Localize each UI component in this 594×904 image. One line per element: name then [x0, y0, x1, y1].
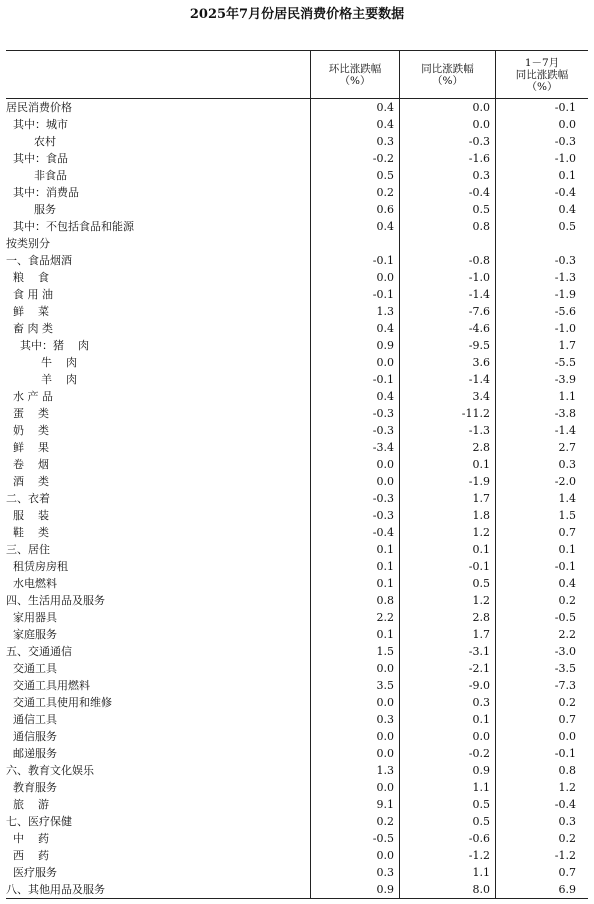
row-ytd-value: -0.1 — [554, 101, 576, 114]
header-yoy-label: 同比涨跌幅 — [421, 62, 474, 75]
row-ytd-value: 0.5 — [558, 220, 576, 233]
row-mom-value: 0.2 — [311, 184, 400, 201]
row-mom-value: -3.4 — [311, 439, 400, 456]
row-yoy-value: 0.0 — [400, 728, 496, 745]
table-row — [6, 847, 588, 864]
table-row — [6, 609, 588, 626]
row-yoy-value: -1.3 — [400, 422, 496, 439]
table-row — [6, 388, 588, 405]
row-yoy-value: 1.7 — [400, 626, 496, 643]
row-mom-value: 1.5 — [311, 643, 400, 660]
row-yoy-value: 1.1 — [400, 779, 496, 796]
table-header — [6, 51, 588, 99]
row-yoy-value: 0.0 — [400, 99, 496, 116]
row-label: 六、教育文化娱乐 — [6, 762, 311, 779]
row-ytd-value: 1.7 — [558, 339, 576, 352]
row-label: 租赁房房租 — [6, 558, 311, 575]
row-ytd-value: 1.4 — [558, 492, 576, 505]
row-label: 水 产 品 — [6, 388, 311, 405]
row-mom-value — [311, 235, 400, 252]
row-label: 服务 — [6, 201, 311, 218]
row-ytd-value: 0.7 — [558, 526, 576, 539]
row-yoy-value: -1.2 — [400, 847, 496, 864]
table-row — [6, 626, 588, 643]
row-mom-value: 0.0 — [311, 354, 400, 371]
row-yoy-value: -4.6 — [400, 320, 496, 337]
table-row — [6, 218, 588, 235]
table-row — [6, 745, 588, 762]
row-mom-value: -0.3 — [311, 422, 400, 439]
row-mom-value: 0.0 — [311, 269, 400, 286]
row-mom-value: 1.3 — [311, 303, 400, 320]
header-mom-label: 环比涨跌幅 — [328, 62, 382, 75]
row-label: 医疗服务 — [6, 864, 311, 881]
row-ytd-value: 0.3 — [558, 458, 576, 471]
row-ytd-value: -1.2 — [554, 849, 576, 862]
row-ytd-value: 0.4 — [558, 577, 576, 590]
row-yoy-value: 0.5 — [400, 575, 496, 592]
row-yoy-value: -1.6 — [400, 150, 496, 167]
row-yoy-value: 1.2 — [400, 592, 496, 609]
table-row — [6, 116, 588, 133]
row-yoy-value: -1.4 — [400, 286, 496, 303]
row-ytd-value — [496, 235, 588, 252]
row-label: 通信服务 — [6, 728, 311, 745]
row-label: 农村 — [6, 133, 311, 150]
row-yoy-value: 2.8 — [400, 439, 496, 456]
row-ytd-value: -0.5 — [554, 611, 576, 624]
row-ytd-value: 0.2 — [558, 832, 576, 845]
row-mom-value: 0.0 — [311, 847, 400, 864]
row-label: 其中：不包括食品和能源 — [6, 218, 311, 235]
row-mom-value: -0.2 — [311, 150, 400, 167]
table-row — [6, 728, 588, 745]
row-yoy-value: 3.4 — [400, 388, 496, 405]
row-label: 羊 肉 — [6, 371, 311, 388]
table-row — [6, 371, 588, 388]
row-label: 其中：猪 肉 — [6, 337, 311, 354]
table-row — [6, 456, 588, 473]
row-mom-value: 0.0 — [311, 745, 400, 762]
row-mom-value: 0.1 — [311, 541, 400, 558]
row-label: 其中：食品 — [6, 150, 311, 167]
row-ytd-value: 0.1 — [558, 169, 576, 182]
table-row — [6, 473, 588, 490]
row-mom-value: 1.3 — [311, 762, 400, 779]
row-ytd-value: -0.1 — [554, 747, 576, 760]
header-ytd-label: 同比涨跌幅 — [515, 68, 569, 81]
row-yoy-value: -0.6 — [400, 830, 496, 847]
row-label: 交通工具用燃料 — [6, 677, 311, 694]
row-yoy-value: 1.8 — [400, 507, 496, 524]
row-yoy-value: 0.5 — [400, 813, 496, 830]
table-row — [6, 150, 588, 167]
header-mom-unit: （%） — [339, 74, 371, 87]
table-row — [6, 303, 588, 320]
table-row — [6, 677, 588, 694]
header-ytd — [496, 51, 588, 98]
row-mom-value: -0.3 — [311, 405, 400, 422]
table-row — [6, 711, 588, 728]
row-ytd-value: -7.3 — [554, 679, 576, 692]
row-yoy-value: 0.1 — [400, 541, 496, 558]
row-yoy-value: -11.2 — [400, 405, 496, 422]
header-yoy-unit: （%） — [432, 74, 463, 87]
table-row — [6, 184, 588, 201]
table-row — [6, 235, 588, 252]
row-yoy-value: 2.8 — [400, 609, 496, 626]
header-mom — [311, 51, 400, 98]
header-ytd-period: 1－7月 — [524, 56, 560, 69]
row-mom-value: -0.5 — [311, 830, 400, 847]
row-yoy-value: -0.8 — [400, 252, 496, 269]
table-row — [6, 422, 588, 439]
table-row — [6, 575, 588, 592]
row-ytd-value: -0.4 — [554, 186, 576, 199]
row-yoy-value: -1.4 — [400, 371, 496, 388]
row-yoy-value: 0.3 — [400, 167, 496, 184]
row-mom-value: 0.0 — [311, 728, 400, 745]
row-label: 七、医疗保健 — [6, 813, 311, 830]
row-ytd-value: -2.0 — [554, 475, 576, 488]
row-mom-value: 0.4 — [311, 320, 400, 337]
row-label: 一、食品烟酒 — [6, 252, 311, 269]
row-mom-value: 0.1 — [311, 558, 400, 575]
row-ytd-value: -5.6 — [554, 305, 576, 318]
row-mom-value: 0.5 — [311, 167, 400, 184]
page-title: 2025年7月份居民消费价格主要数据 — [189, 7, 405, 22]
row-yoy-value: 8.0 — [400, 881, 496, 898]
row-ytd-value: 2.2 — [558, 628, 576, 641]
row-mom-value: -0.1 — [311, 252, 400, 269]
row-yoy-value: -0.1 — [400, 558, 496, 575]
row-ytd-value: 1.2 — [558, 781, 576, 794]
row-ytd-value: 0.2 — [558, 696, 576, 709]
row-ytd-value: -1.9 — [554, 288, 576, 301]
row-ytd-value: -1.0 — [554, 152, 576, 165]
row-yoy-value: -3.1 — [400, 643, 496, 660]
table-row — [6, 643, 588, 660]
table-row — [6, 881, 588, 898]
row-yoy-value: 1.1 — [400, 864, 496, 881]
row-ytd-value: -0.3 — [554, 135, 576, 148]
row-yoy-value: -9.5 — [400, 337, 496, 354]
table-row — [6, 439, 588, 456]
row-label: 蛋 类 — [6, 405, 311, 422]
row-mom-value: 0.3 — [311, 133, 400, 150]
row-ytd-value: 0.4 — [558, 203, 576, 216]
row-mom-value: 0.0 — [311, 473, 400, 490]
row-yoy-value: 0.1 — [400, 711, 496, 728]
table-row — [6, 541, 588, 558]
row-yoy-value: 1.2 — [400, 524, 496, 541]
table-row — [6, 830, 588, 847]
table-row — [6, 269, 588, 286]
row-mom-value: 0.3 — [311, 711, 400, 728]
row-mom-value: 0.0 — [311, 694, 400, 711]
row-label: 旅 游 — [6, 796, 311, 813]
row-label: 居民消费价格 — [6, 99, 311, 116]
row-label: 交通工具使用和维修 — [6, 694, 311, 711]
row-mom-value: 9.1 — [311, 796, 400, 813]
row-label: 邮递服务 — [6, 745, 311, 762]
row-label: 西 药 — [6, 847, 311, 864]
row-ytd-value: -5.5 — [554, 356, 576, 369]
row-label: 畜 肉 类 — [6, 320, 311, 337]
row-yoy-value: 0.9 — [400, 762, 496, 779]
row-label: 二、衣着 — [6, 490, 311, 507]
row-mom-value: 0.4 — [311, 116, 400, 133]
row-label: 交通工具 — [6, 660, 311, 677]
row-label: 鲜 菜 — [6, 303, 311, 320]
table-row — [6, 558, 588, 575]
row-yoy-value: 0.0 — [400, 116, 496, 133]
table-row — [6, 813, 588, 830]
row-ytd-value: 0.2 — [558, 594, 576, 607]
row-label: 奶 类 — [6, 422, 311, 439]
row-ytd-value: -3.5 — [554, 662, 576, 675]
row-label: 非食品 — [6, 167, 311, 184]
row-yoy-value: 0.8 — [400, 218, 496, 235]
row-mom-value: 0.9 — [311, 337, 400, 354]
row-yoy-value: 1.7 — [400, 490, 496, 507]
row-mom-value: 0.9 — [311, 881, 400, 898]
row-mom-value: 0.1 — [311, 575, 400, 592]
table-row — [6, 592, 588, 609]
header-ytd-unit: （%） — [526, 80, 558, 93]
row-ytd-value: -0.1 — [554, 560, 576, 573]
row-label: 牛 肉 — [6, 354, 311, 371]
row-mom-value: 0.0 — [311, 456, 400, 473]
row-ytd-value: 2.7 — [558, 441, 576, 454]
row-label: 教育服务 — [6, 779, 311, 796]
row-yoy-value: -0.2 — [400, 745, 496, 762]
table-row — [6, 762, 588, 779]
row-label: 五、交通通信 — [6, 643, 311, 660]
row-mom-value: -0.1 — [311, 371, 400, 388]
row-yoy-value: 3.6 — [400, 354, 496, 371]
row-label: 四、生活用品及服务 — [6, 592, 311, 609]
row-label: 酒 类 — [6, 473, 311, 490]
row-label: 卷 烟 — [6, 456, 311, 473]
row-ytd-value: 0.8 — [558, 764, 576, 777]
row-yoy-value — [400, 235, 496, 252]
row-yoy-value: 0.3 — [400, 694, 496, 711]
row-ytd-value: 0.0 — [558, 730, 576, 743]
row-ytd-value: 0.3 — [558, 815, 576, 828]
row-label: 鲜 果 — [6, 439, 311, 456]
row-ytd-value: -1.4 — [554, 424, 576, 437]
row-label: 食 用 油 — [6, 286, 311, 303]
row-ytd-value: 0.1 — [558, 543, 576, 556]
table-row — [6, 201, 588, 218]
row-mom-value: -0.3 — [311, 507, 400, 524]
table-body — [6, 99, 588, 898]
row-mom-value: 0.8 — [311, 592, 400, 609]
table-row — [6, 507, 588, 524]
row-label: 家庭服务 — [6, 626, 311, 643]
row-mom-value: -0.4 — [311, 524, 400, 541]
row-yoy-value: 0.5 — [400, 796, 496, 813]
row-yoy-value: -1.9 — [400, 473, 496, 490]
cpi-table — [6, 50, 588, 899]
row-ytd-value: 0.0 — [558, 118, 576, 131]
row-yoy-value: -1.0 — [400, 269, 496, 286]
row-label: 其中：消费品 — [6, 184, 311, 201]
table-row — [6, 796, 588, 813]
row-label: 鞋 类 — [6, 524, 311, 541]
row-ytd-value: -1.3 — [554, 271, 576, 284]
table-row — [6, 354, 588, 371]
row-label: 通信工具 — [6, 711, 311, 728]
table-row — [6, 167, 588, 184]
row-mom-value: 0.4 — [311, 99, 400, 116]
table-row — [6, 99, 588, 116]
row-mom-value: -0.1 — [311, 286, 400, 303]
row-ytd-value: 0.7 — [558, 713, 576, 726]
row-mom-value: 0.4 — [311, 218, 400, 235]
row-label: 服 装 — [6, 507, 311, 524]
row-yoy-value: -9.0 — [400, 677, 496, 694]
row-label: 水电燃料 — [6, 575, 311, 592]
row-label: 家用器具 — [6, 609, 311, 626]
table-row — [6, 286, 588, 303]
row-yoy-value: -7.6 — [400, 303, 496, 320]
table-row — [6, 133, 588, 150]
row-yoy-value: -0.4 — [400, 184, 496, 201]
row-label: 八、其他用品及服务 — [6, 881, 311, 898]
row-label: 三、居住 — [6, 541, 311, 558]
row-ytd-value: -0.4 — [554, 798, 576, 811]
header-item-column — [6, 51, 311, 98]
row-label: 粮 食 — [6, 269, 311, 286]
row-mom-value: 3.5 — [311, 677, 400, 694]
row-yoy-value: -0.3 — [400, 133, 496, 150]
row-ytd-value: 1.1 — [558, 390, 576, 403]
row-mom-value: -0.3 — [311, 490, 400, 507]
table-row — [6, 524, 588, 541]
table-row — [6, 490, 588, 507]
row-ytd-value: -3.9 — [554, 373, 576, 386]
table-row — [6, 252, 588, 269]
row-mom-value: 0.1 — [311, 626, 400, 643]
row-ytd-value: 6.9 — [558, 883, 576, 896]
row-ytd-value: 1.5 — [558, 509, 576, 522]
row-mom-value: 0.0 — [311, 779, 400, 796]
table-row — [6, 864, 588, 881]
row-mom-value: 0.6 — [311, 201, 400, 218]
table-row — [6, 320, 588, 337]
table-row — [6, 405, 588, 422]
row-yoy-value: 0.1 — [400, 456, 496, 473]
row-ytd-value: -3.8 — [554, 407, 576, 420]
row-mom-value: 0.0 — [311, 660, 400, 677]
row-mom-value: 2.2 — [311, 609, 400, 626]
table-row — [6, 779, 588, 796]
row-yoy-value: 0.5 — [400, 201, 496, 218]
row-ytd-value: 0.7 — [558, 866, 576, 879]
row-mom-value: 0.3 — [311, 864, 400, 881]
row-ytd-value: -1.0 — [554, 322, 576, 335]
row-ytd-value: -3.0 — [554, 645, 576, 658]
row-yoy-value: -2.1 — [400, 660, 496, 677]
table-row — [6, 694, 588, 711]
header-yoy — [400, 51, 496, 98]
row-label: 其中：城市 — [6, 116, 311, 133]
row-mom-value: 0.4 — [311, 388, 400, 405]
table-row — [6, 337, 588, 354]
row-label: 按类别分 — [6, 235, 311, 252]
table-row — [6, 660, 588, 677]
row-ytd-value: -0.3 — [554, 254, 576, 267]
row-mom-value: 0.2 — [311, 813, 400, 830]
row-label: 中 药 — [6, 830, 311, 847]
